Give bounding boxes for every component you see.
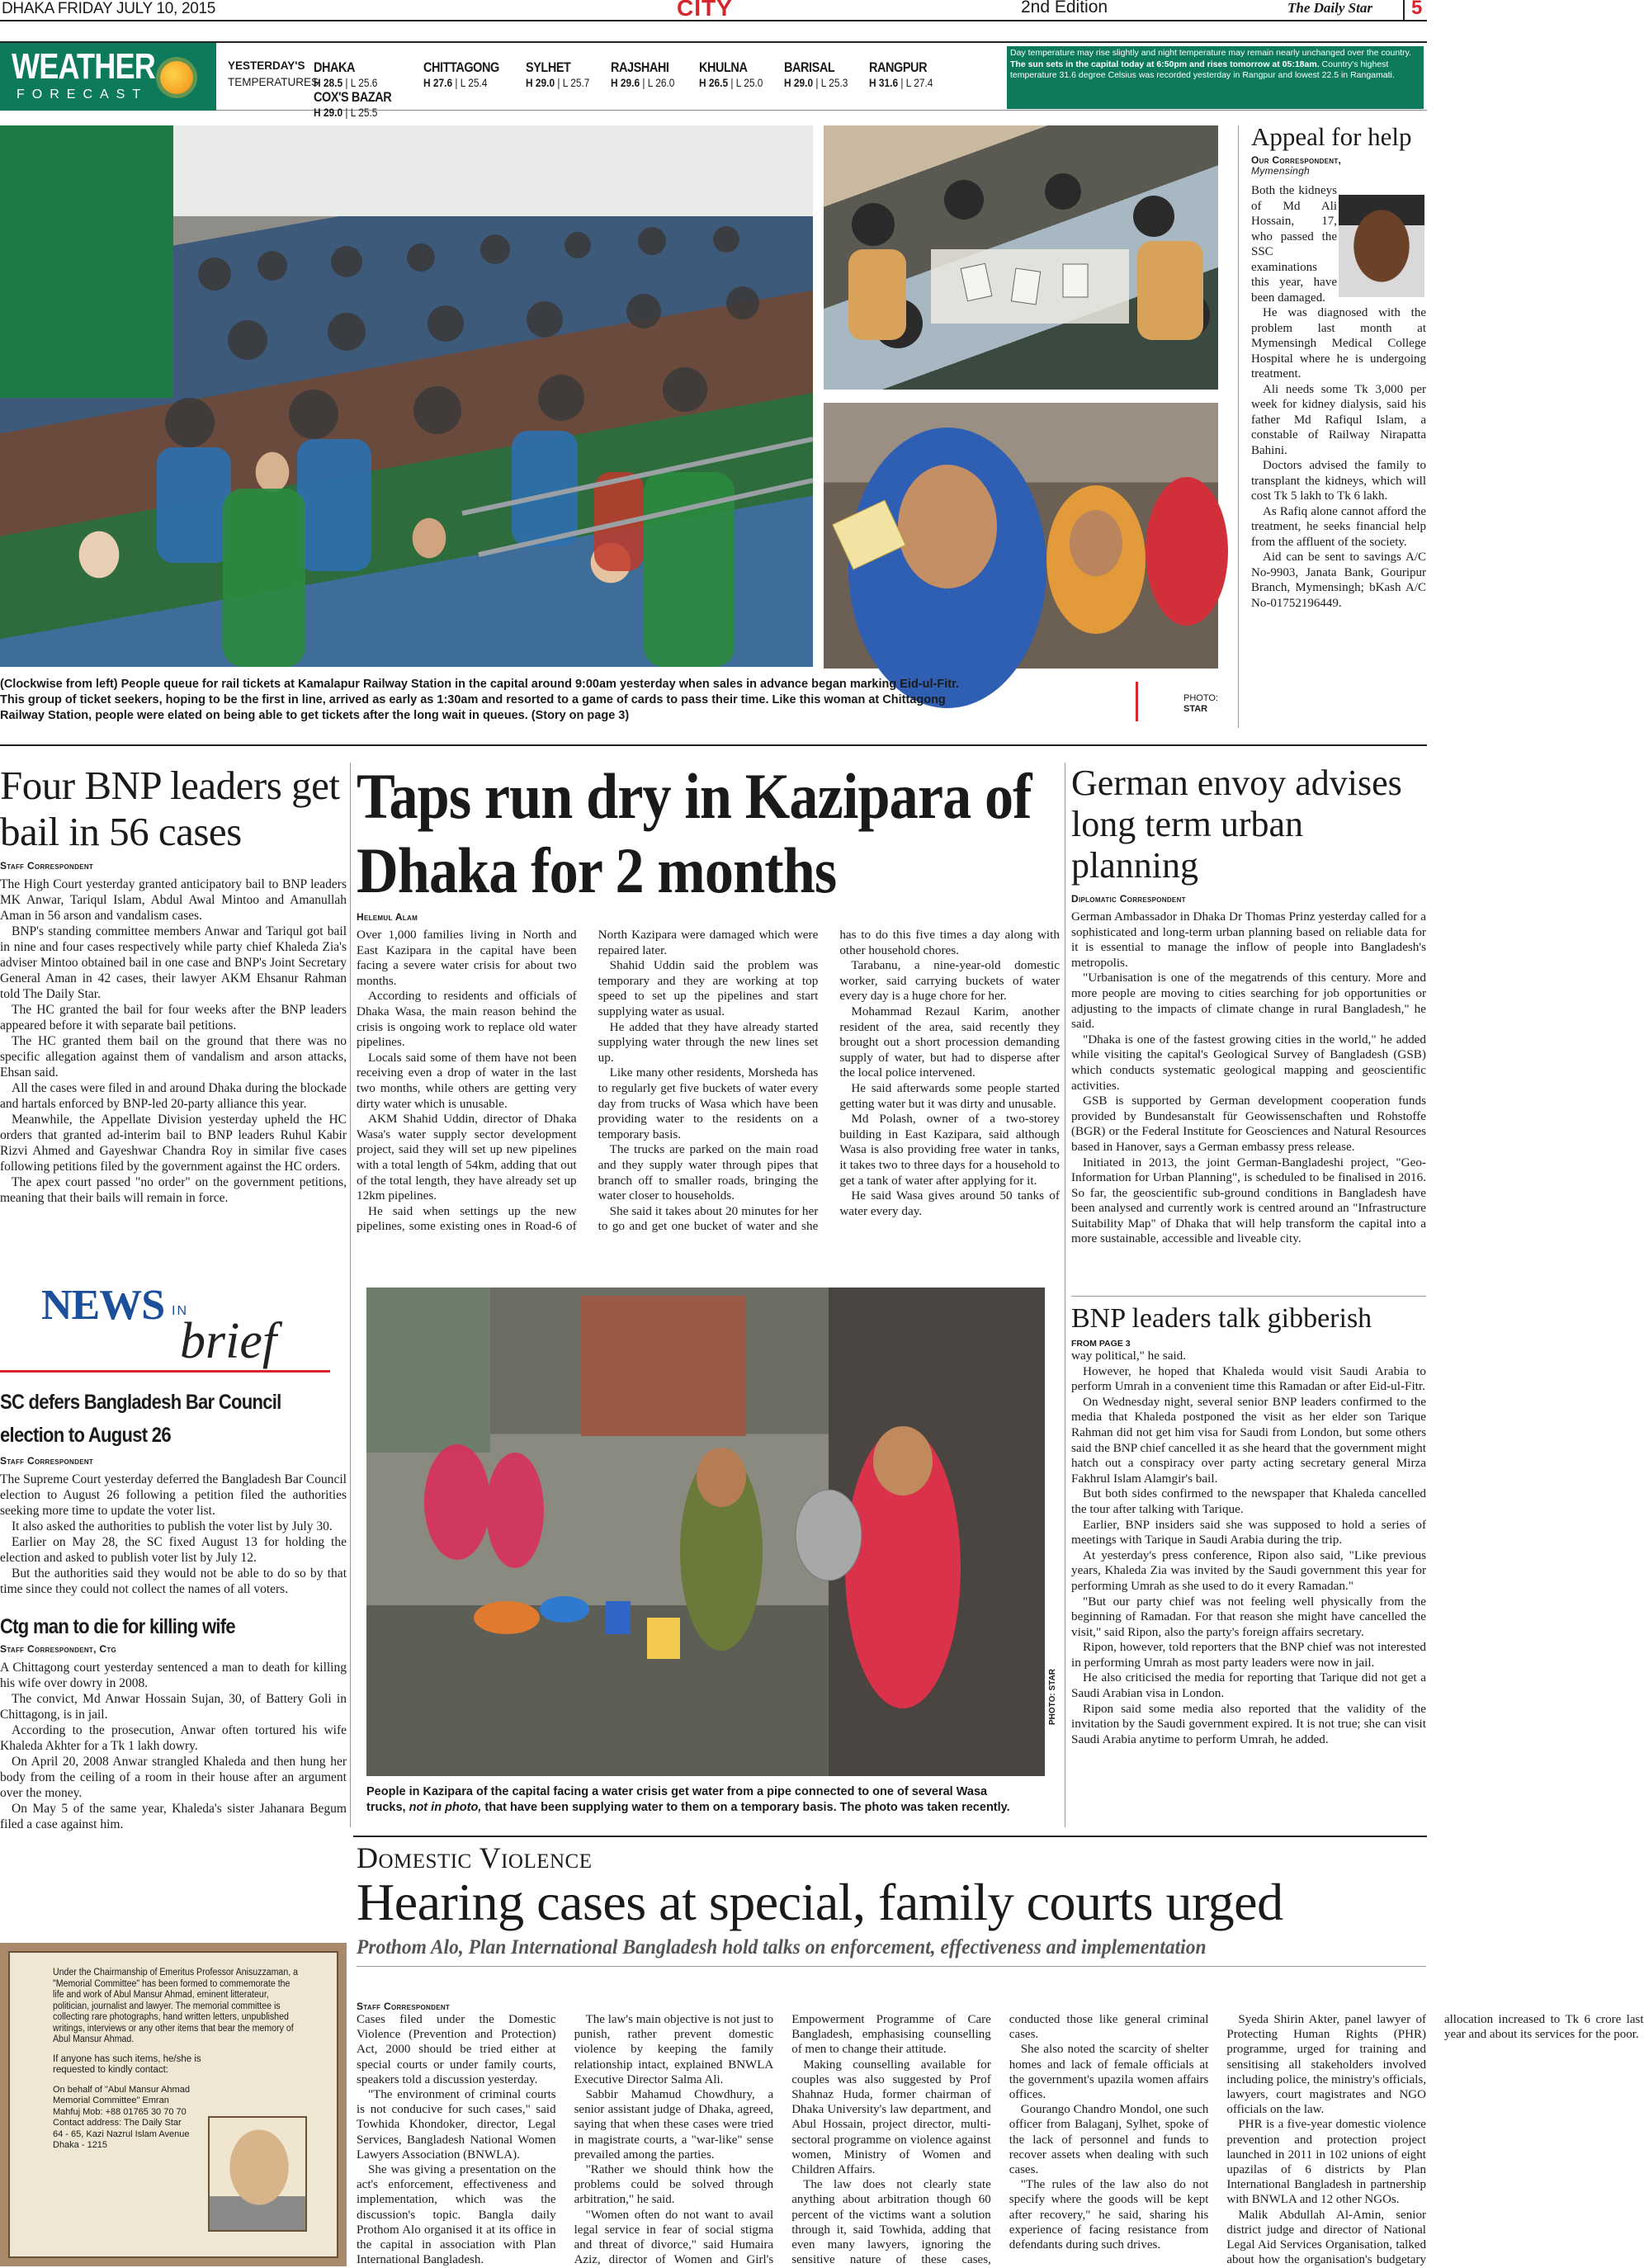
photo-water-crisis <box>366 1288 1045 1776</box>
kazipara-article <box>357 759 1060 1834</box>
domestic-headline: Hearing cases at special, family courts urged <box>357 1873 1283 1931</box>
domestic-deck-rule <box>357 1966 1426 1967</box>
brief-2-headline: Ctg man to die for killing wife <box>0 1615 235 1638</box>
weather-forecast-text: Day temperature may rise slightly and night temperature may remain nearly unchanged over the country. The sun sets in the capital today at 6:50pm and rises tomorrow at 05:18am. Country's highest temperature 31.6 degree Celsius was recorded yesterday in Rangpur and lowest 22.5 in Rangamati. <box>1007 46 1424 109</box>
memorial-contact: On behalf of "Abul Mansur Ahmad Memorial Committee" Emran Mahfuj Mob: +88 01765 30 70 70 Contact address: The Daily Star 64 - 65, Kazi Nazrul Islam Avenue Dhaka - 1215 <box>53 2084 190 2150</box>
photo-railway-queue <box>0 125 813 667</box>
news-brief-title: NEWS IN brief <box>41 1282 277 1369</box>
bnp-bail-body: The High Court yesterday granted anticipatory bail to BNP leaders MK Anwar, Tariqul Islam, Abdul Awal Mintoo and Amanullah Aman in 56 arson and vandalism cases. BNP's standing committee members Anwar and Tariqul got bail in nine and four cases respectively while party chief Khaleda Zia's adviser Mintoo obtained bail in one case and BNP's Joint Secretary General Aman in 42 cases, their lawyer AKM Ehsanur Rahman told The Daily Star. The HC granted the bail for four weeks after the BNP leaders appeared before it with separate bail petitions. The HC granted them bail on the ground that there was no specific allegation against them of vandalism and arson attacks, Ehsan said. All the cases were filed in and around Dhaka during the blockade and hartals enforced by BNP-led 20-party alliance this year. Meanwhile, the Appellate Division yesterday upheld the HC orders that granted ad-interim bail to BNP leaders Ruhul Kabir Rizvi Ahmed and Gayeshwar Chandra Roy in similar five cases following petitions filed by the government against the HC orders. The apex court passed "no order" on the government petitions, meaning that their bails will remain in force. <box>0 877 347 1205</box>
brief-bar-council <box>0 1386 347 1597</box>
bnp-bail-byline: Staff Correspondent <box>0 860 94 872</box>
german-envoy-article <box>1071 763 1426 1299</box>
gibberish-headline: BNP leaders talk gibberish <box>1071 1303 1372 1334</box>
edition: 2nd Edition <box>1021 0 1108 17</box>
weather-city: RANGPUR H 31.6 | L 27.4 <box>869 59 933 89</box>
paper-logo: The Daily Star <box>1287 0 1372 16</box>
weather-city: CHITTAGONG H 27.6 | L 25.4 <box>423 59 499 89</box>
bnp-bail-headline: Four BNP leaders get bail in 56 cases <box>0 763 340 854</box>
water-crisis-illustration <box>366 1288 1045 1776</box>
weather-title: WEATHER <box>12 46 155 87</box>
domestic-byline: Staff Correspondent <box>357 2001 451 2012</box>
memorial-ad-inner <box>8 1951 338 2258</box>
weather-city: SYLHET H 29.0 | L 25.7 <box>526 59 590 89</box>
avatar-md-ali <box>1339 195 1424 297</box>
gibberish-rule <box>1071 1296 1426 1297</box>
brief-2-body: A Chittagong court yesterday sentenced a man to death for killing his wife over dowry in 2008. The convict, Md Anwar Hossain Sujan, 30, of Battery Goli in Chittagong, is in jail. According to the prosecution, Anwar often tortured his wife Khaleda Akhter for a Tk 1 lakh dowry. On April 20, 2008 Anwar strangled Khaleda and then hung her body from the ceiling of a room in their house after an argument over the money. On May 5 of the same year, Khaleda's sister Jahanara Begum filed a case against him. <box>0 1661 347 1831</box>
weather-subtitle: FORECAST <box>17 87 149 102</box>
appeal-byline: Our Correspondent, Mymensingh <box>1251 154 1342 177</box>
german-body: German Ambassador in Dhaka Dr Thomas Prinz yesterday called for a sophisticated and long-term urban planning based on reliable data for it is essential to manage the inflow of people into Bangladesh's metropolis. "Urbanisation is one of the megatrends of this century. More and more people are moving to cities searching for job opportunities or adjusting to the impacts of climate change in rural Bangladesh," he said. "Dhaka is one of the fastest growing cities in the world," he added while visiting the capital's Geological Survey of Bangladesh (GSB) which conducts systematic geological mapping and geoscientific activities. GSB is supported by German development cooperation funds provided by Bundesanstalt für Geowissenschaften und Rohstoffe (BGR) or the Federal Institute for Geosciences and Natural Resources based in Hanover, says a German embassy press release. Initiated in 2013, the joint German-Bangladeshi project, "Geo-Information for Urban Planning", is scheduled to be finalised in 2016. So far, the geoscientific sub-ground conditions in Bangladesh have been analysed and currently work is centred around an "Infrastructure Suitability Map" of Dhaka that will help transform the capital into a more sustainable, accessible and liveable city. <box>1071 910 1426 1246</box>
memorial-request: If anyone has such items, he/she is requested to kindly contact: <box>53 2053 201 2075</box>
caption-divider <box>1136 682 1138 721</box>
weather-cities <box>314 59 1007 119</box>
section-rule-top <box>0 744 1427 746</box>
card-game-illustration <box>824 125 1218 390</box>
weather-label <box>0 43 216 111</box>
woman-ticket-illustration <box>824 403 1218 669</box>
german-byline: Diplomatic Correspondent <box>1071 893 1186 905</box>
gibberish-body: way political," he said. However, he hoped that Khaleda would visit Saudi Arabia to perform Umrah in a convenient time this Ramadan or after Eid-ul-Fitr. On Wednesday night, several senior BNP leaders confirmed to the media that Khaleda postponed the visit as her elder son Tarique Rahman did not get him visa for Saudi from London, but some others said the BNP chief cancelled it as she heard that the government might hatch out a conspiracy over party acting secretary general Mirza Fakhrul Islam Alamgir's bail. But both sides confirmed to the newspaper that Khaleda cancelled the tour after talking with Tarique. Earlier, BNP insiders said she was supposed to hold a series of meetings with Tarique in Saudi Arabia during the trip. At yesterday's press conference, Ripon also said, "Like previous years, Khaleda Zia was invited by the Saudi government this year for performing Umrah as she used to do it every Ramadan." "But our party chief was not feeling well physically from the beginning of Ramadan. For that reason she might have cancelled the visit," said Ripon, also the party's foreign affairs secretary. Ripon, however, told reporters that the BNP chief was not interested in performing Umrah as most party leaders were now in jail. He also criticised the media for reporting that Tarique did not get a Saudi Arabian visa in London. Ripon said some media also reported that the validity of the invitation by the Saudi government expired. It is not true; she can visit Saudi Arabia anytime to perform Umrah, he added. <box>1071 1349 1426 1746</box>
water-photo-caption: People in Kazipara of the capital facing a water crisis get water from a pipe connected to one of several Wasa trucks, not in photo, that have been supplying water to them on a temporary basis. The photo was taken recently. <box>366 1785 1010 1814</box>
masthead <box>0 0 1427 21</box>
bnp-gibberish-article <box>1071 1302 1426 1831</box>
weather-city: RAJSHAHI H 29.6 | L 26.0 <box>611 59 675 89</box>
appeal-divider <box>1238 125 1239 728</box>
section-rule-bottom <box>353 1836 1427 1837</box>
photo-woman-ticket <box>824 403 1218 669</box>
dateline: DHAKA FRIDAY JULY 10, 2015 <box>2 0 216 17</box>
brief-1-byline: Staff Correspondent <box>0 1455 94 1467</box>
news-brief-underline <box>0 1370 330 1373</box>
memorial-text: Under the Chairmanship of Emeritus Professor Anisuzzaman, a "Memorial Committee" has been formed to commemorate the life and work of Abul Mansur Ahmad, eminent litterateur, politician, journalist and lawyer. The memorial committee is collecting rare photographs, hand written letters, unpublished writings, interviews or any other items that bear the memory of Abul Mansur Ahmad. <box>53 1968 298 2044</box>
domestic-kicker: Domestic Violence <box>357 1841 593 1874</box>
brief-1-body: The Supreme Court yesterday deferred the Bangladesh Bar Council election to August 26 following a petition filed the authorities seeking more time to update the voter list. It also asked the authorities to publish the voter list by July 30. Earlier on May 28, the SC fixed August 13 for holding the election and asked to publish voter list by July 12. But the authorities said they would not be able to do so by that time since they could not collect the names of all voters. <box>0 1472 347 1596</box>
photo-card-game <box>824 125 1218 390</box>
brief-2-byline: Staff Correspondent, Ctg <box>0 1643 117 1655</box>
section-title: CITY <box>677 0 733 21</box>
brief-ctg-man <box>0 1610 347 1832</box>
german-headline: German envoy advises long term urban planning <box>1071 763 1402 886</box>
appeal-headline: Appeal for help <box>1251 122 1412 151</box>
domestic-deck: Prothom Alo, Plan International Bangladesh hold talks on enforcement, effectiveness and implementation <box>357 1936 1207 1959</box>
appeal-article <box>1251 122 1426 733</box>
news-brief-section <box>0 1281 347 1916</box>
sun-icon <box>160 61 193 94</box>
page-number: 5 <box>1403 0 1422 20</box>
top-photo-credit: PHOTO: STAR <box>1183 693 1218 714</box>
memorial-ad <box>0 1943 347 2266</box>
weather-city: DHAKA H 28.5 | L 25.6 <box>314 59 378 89</box>
kazipara-body: Over 1,000 families living in North and East Kazipara in the capital have been facing a severe water crisis for about two months. According to residents and officials of Dhaka Wasa, the main reason behind the crisis is ongoing work to replace old water pipelines. Locals said some of them have not been receiving even a drop of water in the last two months, while others are getting very dirty water which is unusable. AKM Shahid Uddin, director of Dhaka Wasa's water supply sector development project, said they will set up new pipelines with a total length of 54km, adding that out of the total length, they have already set up 12km pipelines. He said when settings up the new pipelines, some existing ones in Road-6 of North Kazipara were damaged which were repaired later. Shahid Uddin said the problem was temporary and they are working at top speed to set up the pipelines and start supplying water as usual. He added that they have already started supplying water through the new lines set up. Like many other residents, Morsheda has to regularly get five buckets of water every day from trucks of Wasa which have been providing water to the residents on a temporary basis. The trucks are parked on the main road and they supply water through pipes that branch off to smaller roads, bringing the water closer to households. She said it takes about 20 minutes for her to go and get one bucket of water and she has to do this five times a day along with other household chores. Tarabanu, a nine-year-old domestic worker, said carrying buckets of water every day is a huge chore for her. Mohammad Rezaul Karim, another resident of the area, said recently they brought out a short procession demanding supply of water, but had to disperse after the local police intervened. He said afterwards some people started getting water but it was dirty and unusable. Md Polash, owner of a two-storey building in East Kazipara, said although Wasa is also providing free water in tanks, it takes two to three days for a household to get a tank of water after applying for it. He said Wasa gives around 50 tanks of water every day. <box>357 928 1060 1234</box>
brief-1-headline: SC defers Bangladesh Bar Council election to August 26 <box>0 1391 281 1447</box>
weather-city: COX'S BAZAR H 29.0 | L 25.5 <box>314 89 392 119</box>
water-photo-credit: PHOTO: STAR <box>1048 1669 1057 1725</box>
weather-bar <box>0 41 1427 119</box>
bnp-bail-article <box>0 763 347 1274</box>
domestic-violence-article <box>357 1840 1644 2268</box>
kazipara-headline: Taps run dry in Kazipara of Dhaka for 2 months <box>357 760 1032 906</box>
weather-city: BARISAL H 29.0 | L 25.3 <box>784 59 848 89</box>
appeal-body: Both the kidneys of Md Ali Hossain, 17, who passed the SSC examinations this year, have been damaged. He was diagnosed with the problem last month at Mymensingh Medical College Hospital where he is undergoing treatment. Ali needs some Tk 3,000 per week for kidney dialysis, said his father Md Rafiqul Islam, a constable of Railway Nirapatta Bahini. Doctors advised the family to transplant the kidneys, which will cost Tk 5 lakh to Tk 6 lakh. As Rafiq alone cannot afford the treatment, he seeks financial help from the affluent of the society. Aid can be sent to savings A/C No-9903, Janata Bank, Gouripur Branch, Mymensingh; bKash A/C No-01752196449. <box>1251 184 1426 610</box>
col-divider-1 <box>350 763 351 1827</box>
gibberish-from: FROM PAGE 3 <box>1071 1339 1131 1349</box>
domestic-body: Cases filed under the Domestic Violence (Prevention and Protection) Act, 2000 should be tried either at special courts or under family courts, speakers told a discussion yesterday. "The environment of criminal courts is not conducive for such cases," said Towhida Khondoker, director, Legal Services, Bangladesh National Women Lawyers Association (BNWLA). She was giving a presentation on the act's enforcement, effectiveness and implementation, which was the discussion's topic. Bangla daily Prothom Alo organised it at its office in the capital in association with Plan International Bangladesh. The law's main objective is not just to punish, rather prevent domestic violence by keeping the family relationship intact, explained BNWLA Executive Director Salma Ali. Sabbir Mahamud Chowdhury, a senior assistant judge of Dhaka, agreed, saying that when these cases were tried in magistrate courts, a "war-like" sense prevailed among the parties. "Rather we should think how the problems could be solved through arbitration," he said. "Women often do not want to avail legal service in fear of social stigma and threat of divorce," said Humaira Aziz, director of Women and Girl's Empowerment Programme of Care Bangladesh, emphasising counselling of men to change their attitude. Making counselling available for couples was also suggested by Prof Shahnaz Huda, former chairman of Dhaka University's law department, and Abul Hossain, project director, multi-sectoral programme on violence against women, Ministry of Women and Children Affairs. The law does not clearly state anything about arbitration though 60 percent of the victims want a solution through it, said Towhida, adding that even many lawyers, ignoring the sensitive nature of these cases, conducted those like general criminal cases. She also noted the scarcity of shelter homes and lack of female officials at the government's upazila women affairs offices. Gourango Chandro Mondol, one such officer from Balaganj, Sylhet, spoke of the lack of personnel and funds to recover assets when dealing with such cases. "The rules of the law also do not specify where the goods will be kept after recovery," he said, sharing his experience of facing resistance from defendants during such drives. Syeda Shirin Akter, panel lawyer of Protecting Human Rights (PHR) programme, urged for training and sensitising all stakeholders involved including police, the ministry's officials, lawyers, court magistrates and NGO officials on the law. PHR is a five-year domestic violence prevention and protection project launched in 2011 in 102 unions of eight upazilas of 6 districts by Plan International Bangladesh in partnership with BNWLA and 12 other NGOs. Malik Abdullah Al-Amin, senior district judge and director of National Legal Aid Services Organisation, talked about how the organisation's budgetary allocation increased to Tk 6 crore last year and about its services for the poor. <box>357 2013 1644 2267</box>
yesterday-temps-label: YESTERDAY'S TEMPERATURES <box>228 59 319 88</box>
kazipara-byline: Helemul Alam <box>357 911 418 923</box>
portrait-abul-mansur <box>208 2116 307 2232</box>
weather-city: KHULNA H 26.5 | L 25.0 <box>699 59 763 89</box>
top-photo-caption: (Clockwise from left) People queue for rail tickets at Kamalapur Railway Station in the capital around 9:00am yesterday when sales in advance began marking Eid-ul-Fitr. This group of ticket seekers, hoping to be the first in line, arrived as early as 1:30am and resorted to a game of cards to pass their time. Like this woman at Chittagong Railway Station, people were elated on being able to get tickets after the long wait in queues. (Story on page 3) <box>0 678 959 722</box>
queue-illustration <box>0 125 813 667</box>
